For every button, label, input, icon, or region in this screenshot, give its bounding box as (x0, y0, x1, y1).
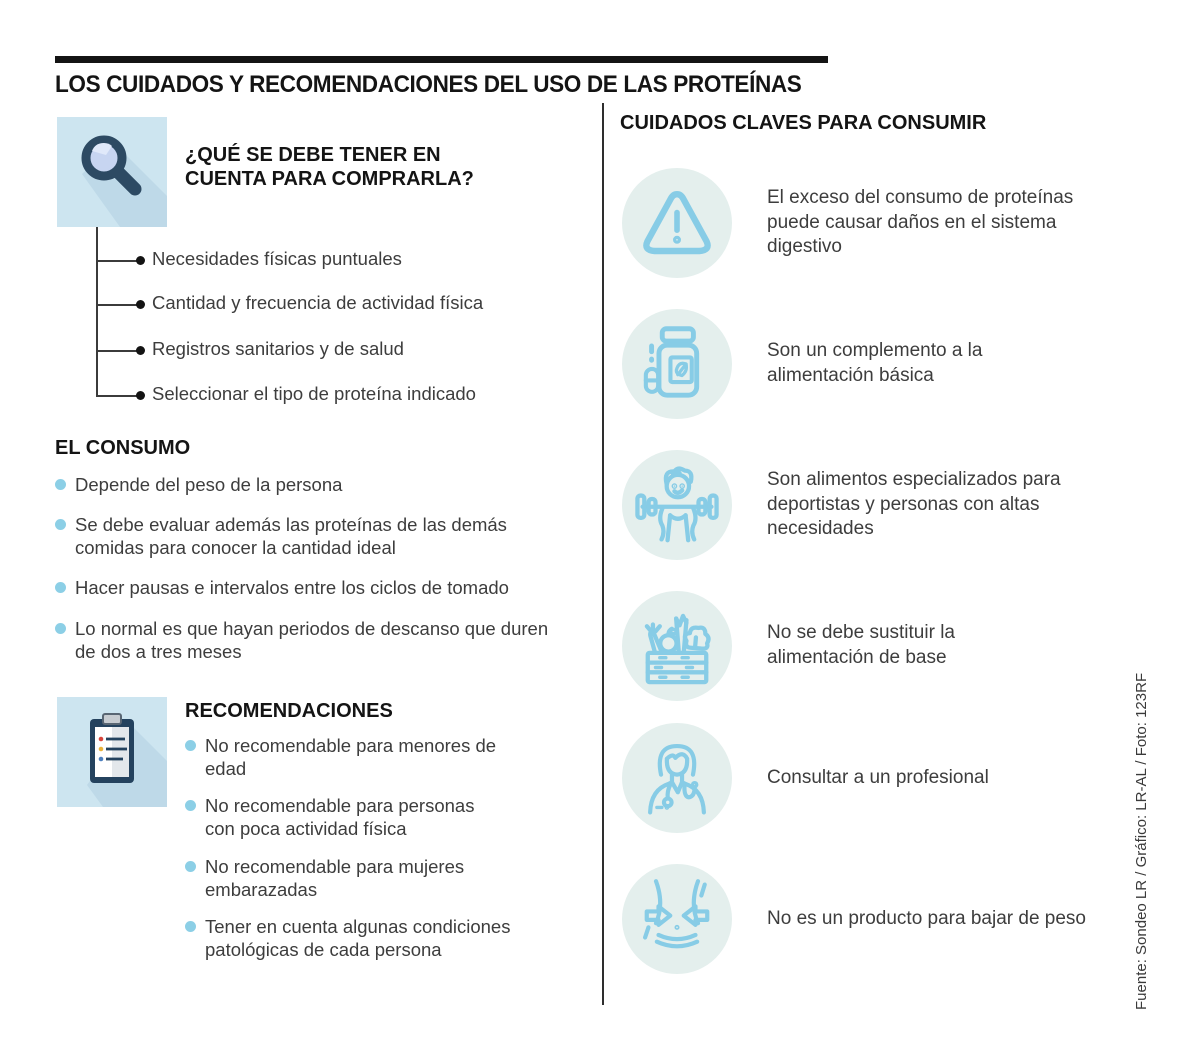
purchase-tree: Necesidades físicas puntuales Cantidad y frecuencia de actividad física Registros sanitarios y de salud Seleccionar el tipo de proteína indicado (55, 227, 575, 417)
care-text: El exceso del consumo de proteínas puede causar daños en el sistema digestivo (767, 186, 1074, 258)
clipboard-icon (57, 697, 167, 807)
list-item: No recomendable para menores de edad (185, 734, 505, 780)
care-text: No se debe sustituir la alimentación de base (767, 622, 955, 668)
vegetable-crate-icon (634, 603, 720, 689)
vegetable-crate-icon (622, 591, 732, 701)
bullet-dot (136, 391, 145, 400)
magnifier-icon (57, 117, 167, 227)
care-list (622, 168, 1162, 1005)
recommendations-section (185, 700, 533, 975)
protein-jar-icon (636, 323, 718, 405)
recommendations-heading: RECOMENDACIONES (185, 700, 393, 722)
list-item (622, 591, 1162, 701)
care-text: Consultar a un profesional (767, 766, 989, 788)
warning-icon (637, 183, 717, 263)
care-text: Son un complemento a la alimentación básica (767, 340, 983, 386)
tree-line (96, 227, 98, 396)
care-heading: CUIDADOS CLAVES PARA CONSUMIR (620, 112, 987, 134)
list-item: Depende del peso de la persona (55, 473, 555, 496)
list-item: Lo normal es que hayan periodos de descanso que duren de dos a tres meses (55, 617, 555, 663)
athlete-icon (622, 450, 732, 560)
doctor-icon (622, 723, 732, 833)
clipboard-icon (57, 697, 167, 807)
bullet-dot (136, 346, 145, 355)
bullet-dot (136, 256, 145, 265)
list-item (622, 309, 1162, 419)
page-title: LOS CUIDADOS Y RECOMENDACIONES DEL USO DE LAS PROTEÍNAS (55, 71, 802, 98)
list-item (622, 864, 1162, 974)
bullet-dot (136, 300, 145, 309)
warning-icon (622, 168, 732, 278)
waist-icon (635, 877, 719, 961)
protein-jar-icon (622, 309, 732, 419)
waist-icon (622, 864, 732, 974)
column-divider (602, 103, 604, 1005)
source-credit: Fuente: Sondeo LR / Gráfico: LR-AL / Foto: 123RF (1133, 672, 1150, 1010)
list-item (622, 723, 1162, 833)
list-item: Se debe evaluar además las proteínas de las demás comidas para conocer la cantidad ideal (55, 513, 565, 559)
list-item (622, 450, 1162, 560)
list-item: Tener en cuenta algunas condiciones patológicas de cada persona (185, 915, 545, 961)
consumption-section (55, 437, 555, 680)
list-item: No recomendable para mujeres embarazadas (185, 855, 505, 901)
list-item: No recomendable para personas con poca actividad física (185, 794, 505, 840)
care-text: No es un producto para bajar de peso (767, 907, 1086, 929)
list-item (622, 168, 1162, 278)
purchase-heading: ¿QUÉ SE DEBE TENER EN CUENTA PARA COMPRARLA? (185, 144, 474, 190)
magnifier-icon (57, 117, 167, 227)
doctor-icon (635, 736, 719, 820)
care-text: Son alimentos especializados para deportistas y personas con altas necesidades (767, 468, 1061, 540)
athlete-icon (634, 462, 720, 548)
consumption-heading: EL CONSUMO (55, 437, 191, 459)
title-rule (55, 56, 828, 63)
list-item: Hacer pausas e intervalos entre los ciclos de tomado (55, 576, 555, 599)
